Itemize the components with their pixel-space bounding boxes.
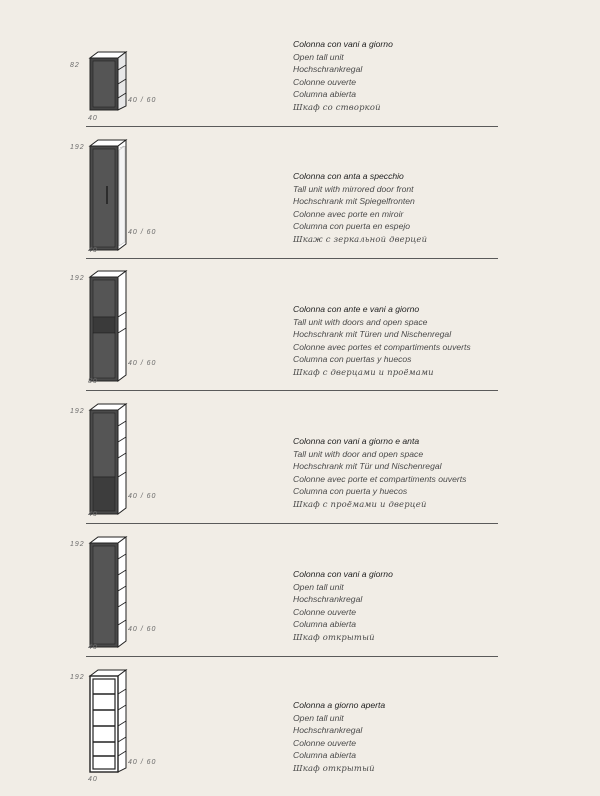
product-section-3 [0, 265, 600, 397]
title-french: Colonne ouverte [293, 76, 357, 87]
depth-dimension: 40 / 60 [128, 626, 157, 633]
title-french: Colonne ouverte [293, 737, 357, 748]
title-italian: Colonna con anta a specchio [293, 171, 404, 181]
section-divider [86, 258, 498, 259]
title-french: Colonne avec porte et compartiments ouverts [293, 473, 467, 484]
title-italian: Colonna con ante e vani a giorno [293, 304, 420, 314]
title-russian: Шкаф со створкой [293, 101, 381, 112]
product-description [293, 699, 513, 775]
title-spanish: Columna con puerta y huecos [293, 486, 408, 497]
title-spanish: Columna con puerta en espejo [293, 221, 411, 232]
depth-dimension: 40 / 60 [128, 360, 157, 367]
height-dimension: 192 [70, 144, 85, 151]
title-italian: Colonna a giorno aperta [293, 700, 386, 710]
title-russian: Шкаф открытый [293, 631, 375, 642]
product-description [293, 435, 513, 511]
height-dimension: 192 [70, 408, 85, 415]
title-english: Open tall unit [293, 712, 344, 723]
title-italian: Colonna con vani a giorno [293, 39, 393, 49]
product-section-6 [0, 664, 600, 796]
title-german: Hochschrankregal [293, 594, 363, 605]
product-description [293, 170, 513, 246]
title-italian: Colonna con vani a giorno [293, 569, 393, 579]
product-description [293, 568, 513, 644]
width-dimension: 40 [88, 247, 98, 254]
product-description [293, 38, 513, 114]
title-russian: Шкаф открытый [293, 762, 375, 773]
height-dimension: 192 [70, 674, 85, 681]
title-french: Colonne ouverte [293, 606, 357, 617]
product-section-2 [0, 132, 600, 264]
width-dimension: 40 [88, 511, 98, 518]
product-section-5 [0, 531, 600, 663]
height-dimension: 82 [70, 62, 80, 69]
depth-dimension: 40 / 60 [128, 759, 157, 766]
title-italian: Colonna con vani a giorno e anta [293, 436, 420, 446]
title-french: Colonne avec porte en miroir [293, 208, 404, 219]
title-russian: Шкаф с проёмами и дверцей [293, 498, 427, 509]
depth-dimension: 40 / 60 [128, 97, 157, 104]
height-dimension: 192 [70, 275, 85, 282]
title-russian: Шкаф с дверцами и проёмами [293, 366, 434, 377]
product-description [293, 303, 513, 379]
product-section-4 [0, 398, 600, 530]
section-divider [86, 523, 498, 524]
title-english: Tall unit with doors and open space [293, 316, 428, 327]
title-german: Hochschrank mit Türen und Nischenregal [293, 329, 452, 340]
section-divider [86, 656, 498, 657]
width-dimension: 40 [88, 776, 98, 783]
title-german: Hochschrankregal [293, 725, 363, 736]
width-dimension: 80 [88, 378, 98, 385]
title-german: Hochschrank mit Spiegelfronten [293, 196, 415, 207]
title-russian: Шкаж с зеркальной дверцей [293, 233, 428, 244]
title-german: Hochschrankregal [293, 64, 363, 75]
title-german: Hochschrank mit Tür und Nischenregal [293, 461, 442, 472]
height-dimension: 192 [70, 541, 85, 548]
title-french: Colonne avec portes et compartiments ouverts [293, 341, 471, 352]
title-spanish: Columna abierta [293, 750, 357, 761]
title-spanish: Columna abierta [293, 619, 357, 630]
title-english: Open tall unit [293, 51, 344, 62]
depth-dimension: 40 / 60 [128, 229, 157, 236]
depth-dimension: 40 / 60 [128, 493, 157, 500]
title-english: Tall unit with door and open space [293, 448, 424, 459]
width-dimension: 40 [88, 115, 98, 122]
section-divider [86, 126, 498, 127]
product-section-1 [0, 0, 600, 132]
title-spanish: Columna abierta [293, 89, 357, 100]
title-spanish: Columna con puertas y huecos [293, 354, 412, 365]
width-dimension: 40 [88, 644, 98, 651]
section-divider [86, 390, 498, 391]
title-english: Tall unit with mirrored door front [293, 183, 414, 194]
title-english: Open tall unit [293, 581, 344, 592]
